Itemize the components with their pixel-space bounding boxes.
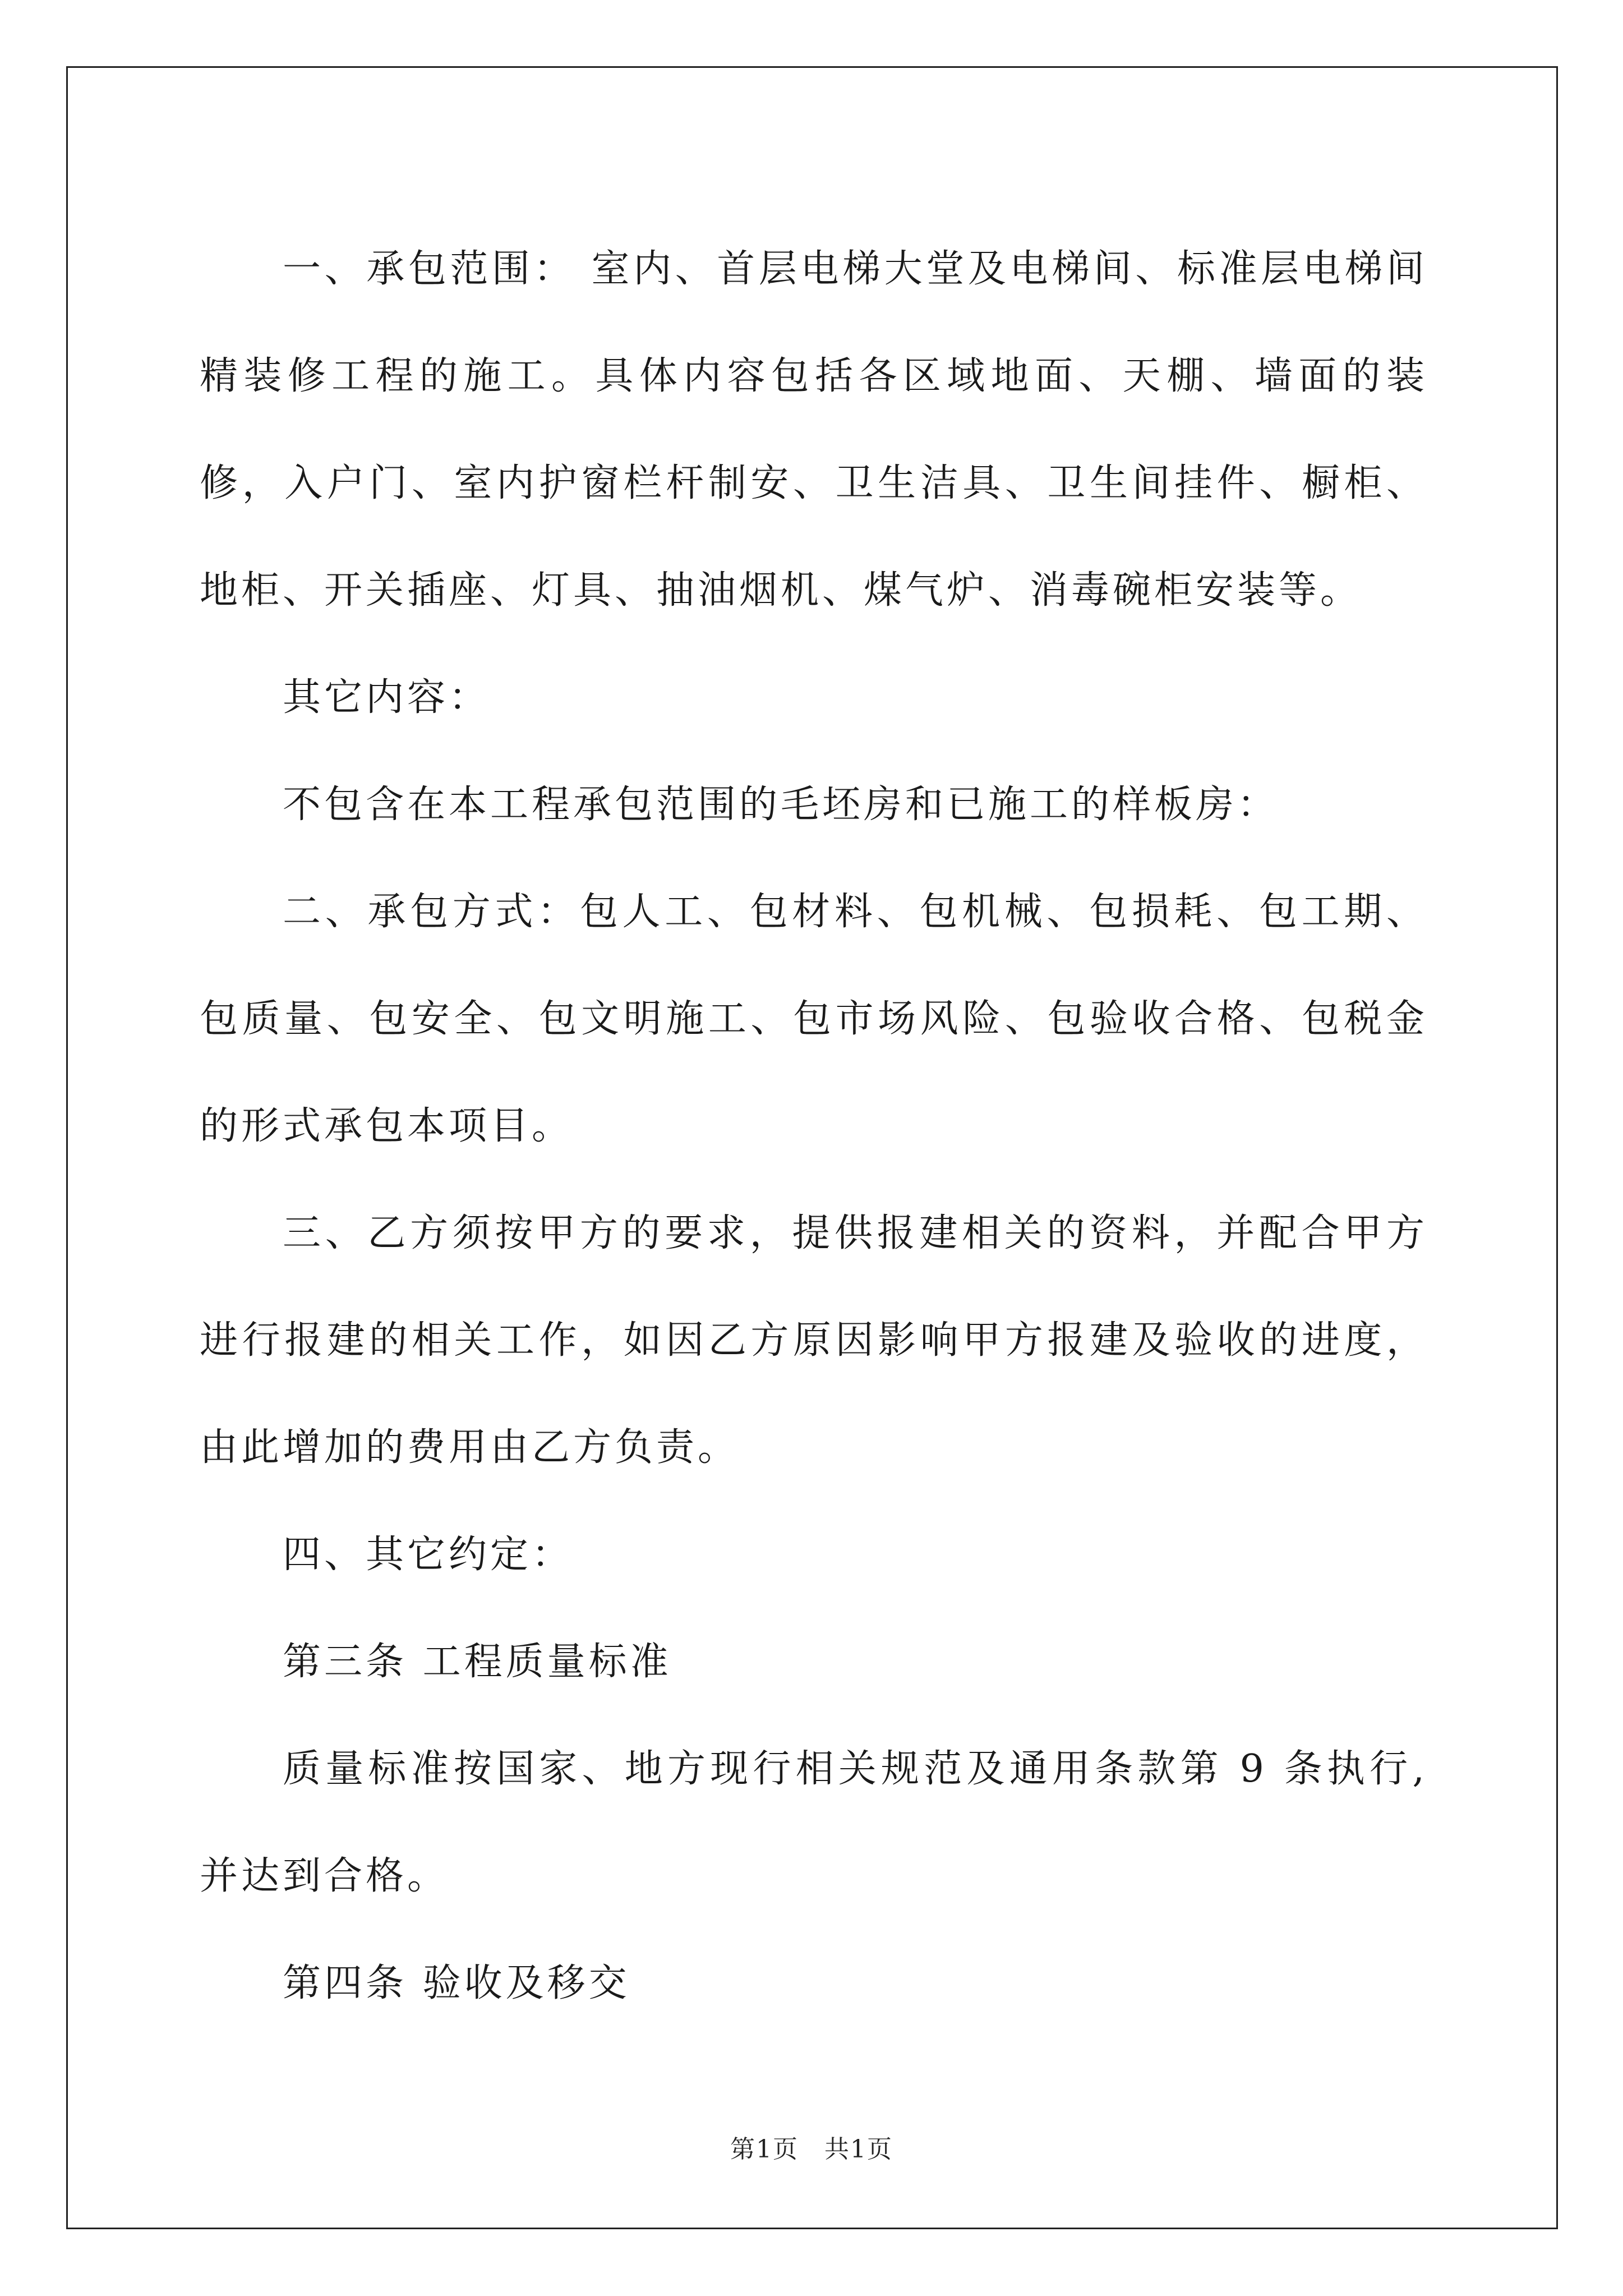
heading-article-3: 第三条 工程质量标准 [283, 1640, 672, 1684]
paragraph-contract-scope: 一、承包范围： 室内、首层电梯大堂及电梯间、标准层电梯间精装修工程的施工。具体内容包括各区域地面、天棚、墙面的装修，入户门、室内护窗栏杆制安、卫生洁具、卫生间挂件、橱柜、地柜、开关插座、灯具、抽油烟机、煤气炉、消毒碗柜安装等。 [200, 247, 1428, 613]
paragraph-quality-standard: 质量标准按国家、地方现行相关规范及通用条款第 9 条执行,并达到合格。 [200, 1747, 1428, 1898]
paragraph-party-b-obligations: 三、乙方须按甲方的要求，提供报建相关的资料，并配合甲方进行报建的相关工作，如因乙方原因影响甲方报建及验收的进度，由此增加的费用由乙方负责。 [200, 1211, 1428, 1470]
paragraph-exclusions: 不包含在本工程承包范围的毛坯房和已施工的样板房： [283, 783, 1279, 827]
paragraph-other-agreements: 四、其它约定： [283, 1533, 574, 1577]
page-number-footer: 第1页 共1页 [730, 2135, 893, 2164]
paragraph-contract-method: 二、承包方式：包人工、包材料、包机械、包损耗、包工期、包质量、包安全、包文明施工、包市场风险、包验收合格、包税金的形式承包本项目。 [200, 890, 1428, 1148]
document-body [200, 215, 1428, 2037]
paragraph-other-content: 其它内容： [283, 675, 491, 720]
heading-article-4: 第四条 验收及移交 [283, 1961, 630, 2005]
